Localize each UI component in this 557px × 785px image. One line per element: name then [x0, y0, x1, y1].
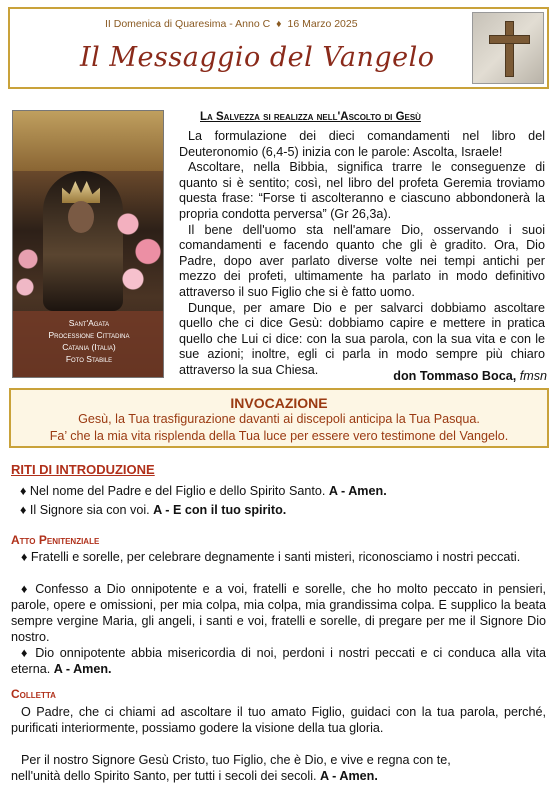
invocation-title: INVOCAZIONE	[230, 395, 328, 411]
header-subtitle	[105, 18, 358, 30]
article-paragraph: Il bene dell'uomo sta nell'amare Dio, osservando i suoi comandamenti e facendo quanto che gli è gradito. Ora, Dio Padre, dopo aver parlato diverse volte nei tempi antichi per mezzo dei profeti, ultimamente ha parlato in modo definitivo attraverso il suo Figlio che si è fatto uomo.	[179, 222, 545, 299]
diamond-separator: ♦	[276, 18, 282, 30]
liturgy-paragraph: O Padre, che ci chiami ad ascoltare il tuo amato Figlio, guidaci con la tua parola, perché, purificati interiormente, possiamo godere la visione della tua gloria.	[11, 705, 546, 735]
header-date: 16 Marzo 2025	[287, 18, 358, 30]
liturgy-paragraph: ♦ Fratelli e sorelle, per celebrare degnamente i santi misteri, riconosciamo i nostri peccati.	[21, 550, 521, 564]
page-title: Il Messaggio del Vangelo	[80, 42, 435, 73]
invocation-line: Fa’ che la mia vita risplenda della Tua luce per essere vero testimone del Vangelo.	[49, 429, 509, 443]
invocation-line: Gesù, la Tua trasfigurazione davanti ai discepoli anticipa la Tua Pasqua.	[78, 412, 480, 426]
sant-agata-photo	[12, 110, 164, 378]
article-paragraph: La formulazione dei dieci comandamenti nel libro del Deuteronomio (6,4-5) inizia con le parole: Ascolta, Israele!	[179, 129, 545, 159]
liturgy-line: ♦ Il Signore sia con voi. A - E con il tuo spirito.	[20, 503, 287, 517]
header-banner	[8, 7, 549, 89]
invocation-box	[9, 388, 549, 448]
article-title: La Salvezza si realizza nell'Ascolto di Gesù	[200, 111, 421, 123]
wooden-cross-icon	[472, 12, 544, 84]
liturgical-sunday: II Domenica di Quaresima - Anno C	[105, 18, 271, 30]
article-body	[179, 129, 545, 379]
article-author: don Tommaso Boca, fmsn	[393, 369, 547, 383]
section-heading-atto: Atto Penitenziale	[11, 533, 100, 547]
liturgy-paragraph: Per il nostro Signore Gesù Cristo, tuo Figlio, che è Dio, e vive e regna con te, nell'unità dello Spirito Santo, per tutti i secoli dei secoli. A - Amen.	[11, 753, 451, 783]
liturgy-line: ♦ Nel nome del Padre e del Figlio e dello Spirito Santo. A - Amen.	[20, 484, 387, 498]
article-paragraph: Dunque, per amare Dio e per salvarci dobbiamo ascoltare quello che ci dice Gesù: dobbiamo capire e mettere in pratica quello che Lui ci dice: con la sua parola, con la sua vita e con le sue azioni; inoltre, egli ci parla in modo sempre più chiaro attraverso la sua Chiesa.	[179, 300, 545, 377]
section-heading-riti: RITI DI INTRODUZIONE	[11, 462, 155, 477]
photo-caption: Sant'Agata Processione Cittadina Catania (Italia) Foto Stabile	[13, 311, 164, 377]
liturgy-paragraph: ♦ Confesso a Dio onnipotente e a voi, fratelli e sorelle, che ho molto peccato in pensieri, parole, opere e omissioni, per mia colpa, mia colpa, mia grandissima colpa. E supplico la beata sempre vergine Maria, gli angeli, i santi e voi, fratelli e sorelle, di pregare per me il Signore Dio nostro.	[11, 582, 546, 644]
liturgy-paragraph: ♦ Dio onnipotente abbia misericordia di noi, perdoni i nostri peccati e ci conduca alla vita eterna. A - Amen.	[11, 646, 546, 676]
section-heading-colletta: Colletta	[11, 687, 56, 701]
article-paragraph: Ascoltare, nella Bibbia, significa trarre le conseguenze di quanto si è sentito; così, nel libro del profeta Geremia troviamo questa frase: “Forse ti ascolteranno e ciascuno abbondonerà la propria condotta perversa” (Gr 26,3a).	[179, 160, 545, 221]
